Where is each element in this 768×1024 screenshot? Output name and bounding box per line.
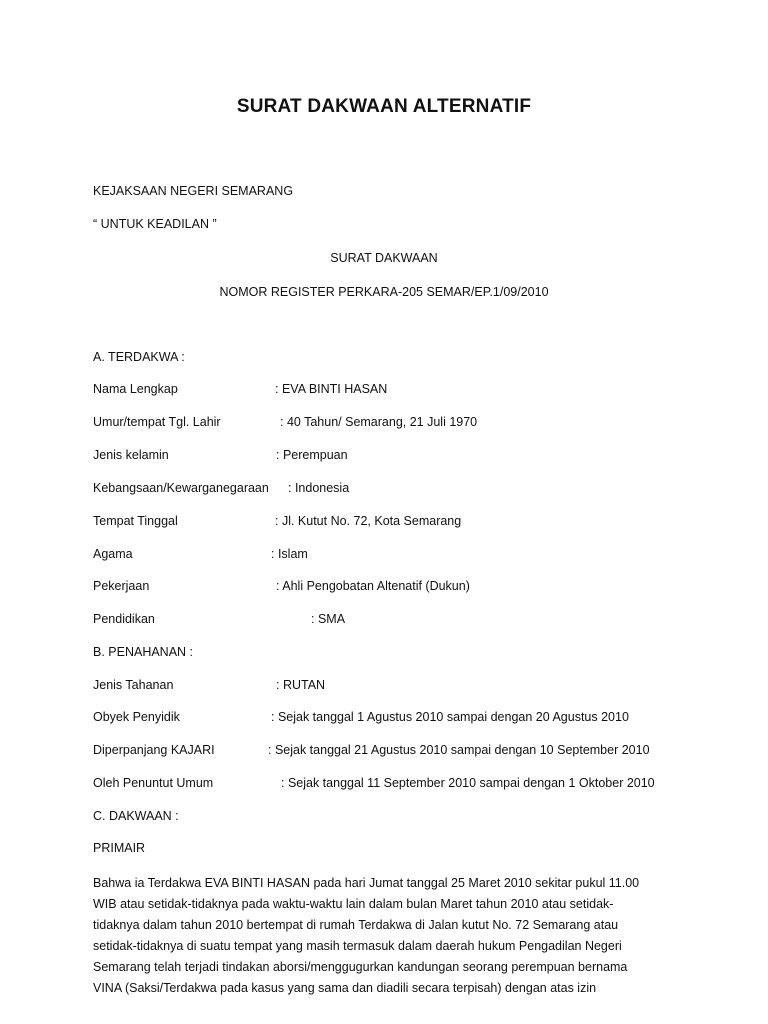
field-value: : Sejak tanggal 21 Agustus 2010 sampai dengan 10 September 2010 <box>268 743 650 757</box>
paragraph-line: Semarang telah terjadi tindakan aborsi/menggugurkan kandungan seorang perempuan bernama <box>93 960 628 974</box>
indictment-paragraph <box>93 873 673 999</box>
paragraph-line: VINA (Saksi/Terdakwa pada kasus yang sama dan diadili secara terpisah) dengan atas izin <box>93 981 597 995</box>
field-value: : Islam <box>271 547 308 561</box>
field-value: : Ahli Pengobatan Altenatif (Dukun) <box>276 579 470 593</box>
register-number: NOMOR REGISTER PERKARA-205 SEMAR/EP.1/09/2010 <box>219 285 549 299</box>
field-value: : SMA <box>311 612 346 626</box>
paragraph-line: Bahwa ia Terdakwa EVA BINTI HASAN pada hari Jumat tanggal 25 Maret 2010 sekitar pukul 11.00 <box>93 876 640 890</box>
section-b-heading: B. PENAHANAN : <box>93 645 194 659</box>
field-label: Pekerjaan <box>93 579 150 593</box>
field-label: Diperpanjang KAJARI <box>93 743 215 757</box>
field-value: : Sejak tanggal 11 September 2010 sampai dengan 1 Oktober 2010 <box>281 776 655 790</box>
field-value: : EVA BINTI HASAN <box>275 382 388 396</box>
paragraph-line: setidak-tidaknya di suatu tempat yang masih termasuk dalam daerah hukum Pengadilan Negeri <box>93 939 622 953</box>
field-value: : Indonesia <box>288 481 350 495</box>
paragraph-line: WIB atau setidak-tidaknya pada waktu-waktu lain dalam bulan Maret tahun 2010 atau setidak- <box>93 897 614 911</box>
section-c-heading: C. DAKWAAN : <box>93 809 179 823</box>
field-label: Nama Lengkap <box>93 382 178 396</box>
section-a-heading: A. TERDAKWA : <box>93 350 185 364</box>
field-value: : Perempuan <box>276 448 348 462</box>
field-label: Pendidikan <box>93 612 155 626</box>
field-value: : RUTAN <box>276 678 326 692</box>
field-value: : Sejak tanggal 1 Agustus 2010 sampai dengan 20 Agustus 2010 <box>271 710 629 724</box>
document-title: SURAT DAKWAAN ALTERNATIF <box>236 96 532 117</box>
field-label: Jenis kelamin <box>93 448 169 462</box>
field-value: : Jl. Kutut No. 72, Kota Semarang <box>275 514 462 528</box>
field-label: Umur/tempat Tgl. Lahir <box>93 415 221 429</box>
field-label: Obyek Penyidik <box>93 710 180 724</box>
document-subtitle: SURAT DAKWAAN <box>330 251 438 265</box>
field-label: Agama <box>93 547 133 561</box>
field-label: Kebangsaan/Kewarganegaraan <box>93 481 269 495</box>
paragraph-line: tidaknya dalam tahun 2010 bertempat di rumah Terdakwa di Jalan kutut No. 72 Semarang atau <box>93 918 619 932</box>
field-label: Jenis Tahanan <box>93 678 174 692</box>
primary-label: PRIMAIR <box>93 841 146 855</box>
motto: “ UNTUK KEADILAN ” <box>93 217 217 231</box>
field-value: : 40 Tahun/ Semarang, 21 Juli 1970 <box>280 415 478 429</box>
institution-name: KEJAKSAAN NEGERI SEMARANG <box>93 184 294 198</box>
field-label: Tempat Tinggal <box>93 514 178 528</box>
field-label: Oleh Penuntut Umum <box>93 776 214 790</box>
